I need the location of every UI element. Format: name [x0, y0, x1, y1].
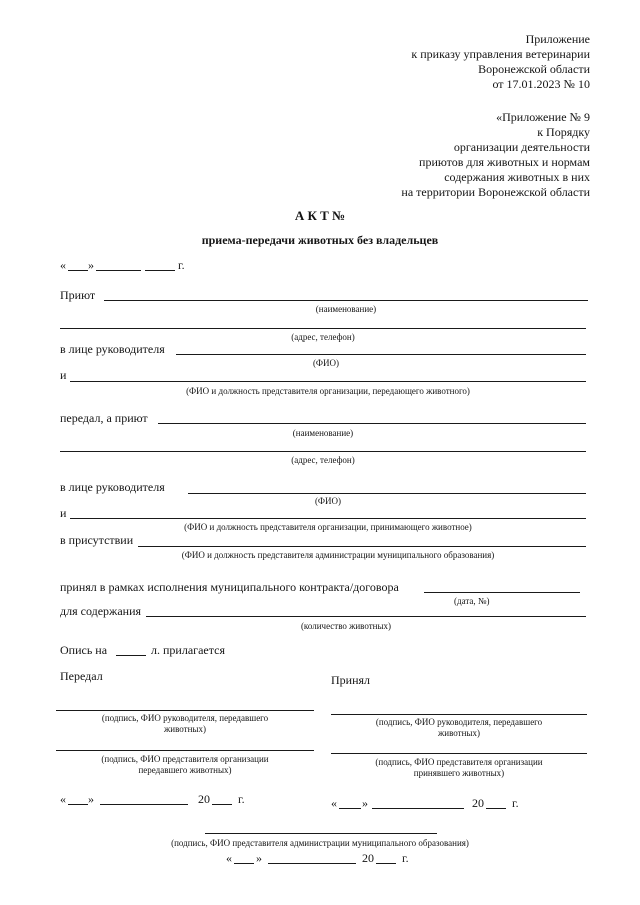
annex-line: «Приложение № 9 — [496, 110, 590, 124]
inventory-suffix: л. прилагается — [151, 643, 225, 657]
right-head-signature-line[interactable] — [331, 714, 587, 715]
receiver-name-line[interactable] — [158, 423, 586, 424]
left-date-close: » — [88, 792, 94, 806]
municipal-rep-line[interactable] — [138, 546, 586, 547]
header-line: Приложение — [525, 32, 590, 46]
bottom-date-day-blank[interactable] — [234, 863, 254, 864]
caption-name: (наименование) — [315, 304, 377, 314]
inventory-prefix: Опись на — [60, 643, 108, 657]
transfer-rep-line[interactable] — [70, 381, 586, 382]
bottom-year-suffix: г. — [402, 851, 409, 865]
caption-fio-2: (ФИО) — [314, 496, 342, 506]
left-year-suffix: г. — [238, 792, 245, 806]
date-close-quote: » — [88, 258, 94, 272]
header-line: к приказу управления ветеринарии — [411, 47, 590, 61]
left-rep-caption-1: (подпись, ФИО представителя организации — [101, 754, 269, 764]
header-line: Воронежской области — [478, 62, 590, 76]
right-date-open: « — [331, 796, 337, 810]
head-fio-line-2[interactable] — [188, 493, 586, 494]
caption-address: (адрес, телефон) — [291, 332, 355, 342]
shelter-address-line[interactable] — [60, 328, 586, 329]
right-year-prefix: 20 — [472, 796, 484, 810]
caption-count: (количество животных) — [300, 621, 392, 631]
right-date-month-blank[interactable] — [372, 808, 464, 809]
right-head-caption-2: животных) — [438, 728, 480, 738]
appendix-header — [401, 32, 590, 200]
annex-line: содержания животных в них — [444, 170, 590, 184]
annex-line: организации деятельности — [453, 140, 590, 154]
and-label-2: и — [60, 506, 67, 520]
bottom-date-month-blank[interactable] — [268, 863, 356, 864]
act-subtitle: приема-передачи животных без владельцев — [201, 233, 439, 247]
left-date-day-blank[interactable] — [68, 804, 88, 805]
and-label: и — [60, 368, 67, 382]
right-date-year-blank[interactable] — [486, 808, 506, 809]
left-head-caption-2: животных) — [164, 724, 206, 734]
date-day-blank[interactable] — [68, 270, 88, 271]
left-rep-caption-2: передавшего животных) — [138, 765, 232, 775]
caption-date-no: (дата, №) — [454, 596, 490, 606]
left-date-open: « — [60, 792, 66, 806]
transferred-heading: Передал — [60, 669, 103, 683]
left-date-year-blank[interactable] — [212, 804, 232, 805]
keeping-label: для содержания — [60, 604, 142, 618]
left-head-signature-line[interactable] — [56, 710, 314, 711]
left-year-prefix: 20 — [198, 792, 210, 806]
presence-label: в присутствии — [60, 533, 134, 547]
right-year-suffix: г. — [512, 796, 519, 810]
transferred-label: передал, а приют — [60, 411, 148, 425]
shelter-label: Приют — [60, 288, 96, 302]
received-heading: Принял — [331, 673, 371, 687]
date-month-blank[interactable] — [96, 270, 141, 271]
caption-address2: (адрес, телефон) — [291, 455, 355, 465]
right-rep-caption-2: принявшего животных) — [413, 768, 505, 778]
bottom-year-prefix: 20 — [362, 851, 374, 865]
right-rep-caption-1: (подпись, ФИО представителя организации — [375, 757, 543, 767]
municipal-signature-line[interactable] — [205, 833, 437, 834]
annex-line: к Порядку — [537, 125, 590, 139]
head-label: в лице руководителя — [60, 342, 165, 356]
date-year-suffix: г. — [178, 258, 185, 272]
bottom-date-year-blank[interactable] — [376, 863, 396, 864]
left-rep-signature-line[interactable] — [56, 750, 314, 751]
caption-receive-rep: (ФИО и должность представителя организации, принимающего животное) — [184, 522, 472, 532]
receiver-address-line[interactable] — [60, 451, 586, 452]
shelter-name-line[interactable] — [104, 300, 588, 301]
left-date-month-blank[interactable] — [100, 804, 188, 805]
inventory-pages-blank[interactable] — [116, 655, 146, 656]
annex-line: на территории Воронежской области — [401, 185, 590, 199]
caption-name2: (наименование) — [292, 428, 354, 438]
animal-count-line[interactable] — [146, 616, 586, 617]
accepted-label: принял в рамках исполнения муниципального контракта/договора — [60, 580, 399, 594]
date-open-quote: « — [60, 258, 66, 272]
right-date-day-blank[interactable] — [339, 808, 361, 809]
right-head-caption-1: (подпись, ФИО руководителя, передавшего — [375, 717, 543, 727]
head-label-2: в лице руководителя — [60, 480, 165, 494]
head-fio-line[interactable] — [176, 354, 586, 355]
right-date-close: » — [362, 796, 368, 810]
left-head-caption-1: (подпись, ФИО руководителя, передавшего — [101, 713, 269, 723]
right-rep-signature-line[interactable] — [331, 753, 587, 754]
municipal-caption: (подпись, ФИО представителя администрации муниципального образования) — [171, 838, 469, 848]
caption-transfer-rep: (ФИО и должность представителя организации, передающего животного) — [186, 386, 470, 396]
act-title: А К Т № — [294, 208, 346, 223]
header-line: от 17.01.2023 № 10 — [492, 77, 590, 91]
date-year-blank[interactable] — [145, 270, 175, 271]
annex-line: приютов для животных и нормам — [419, 155, 590, 169]
caption-fio: (ФИО) — [312, 358, 340, 368]
receive-rep-line[interactable] — [70, 518, 586, 519]
contract-line[interactable] — [424, 592, 580, 593]
bottom-date-close: » — [256, 851, 262, 865]
bottom-date-open: « — [226, 851, 232, 865]
caption-municipal-rep: (ФИО и должность представителя администрации муниципального образования) — [181, 550, 495, 560]
